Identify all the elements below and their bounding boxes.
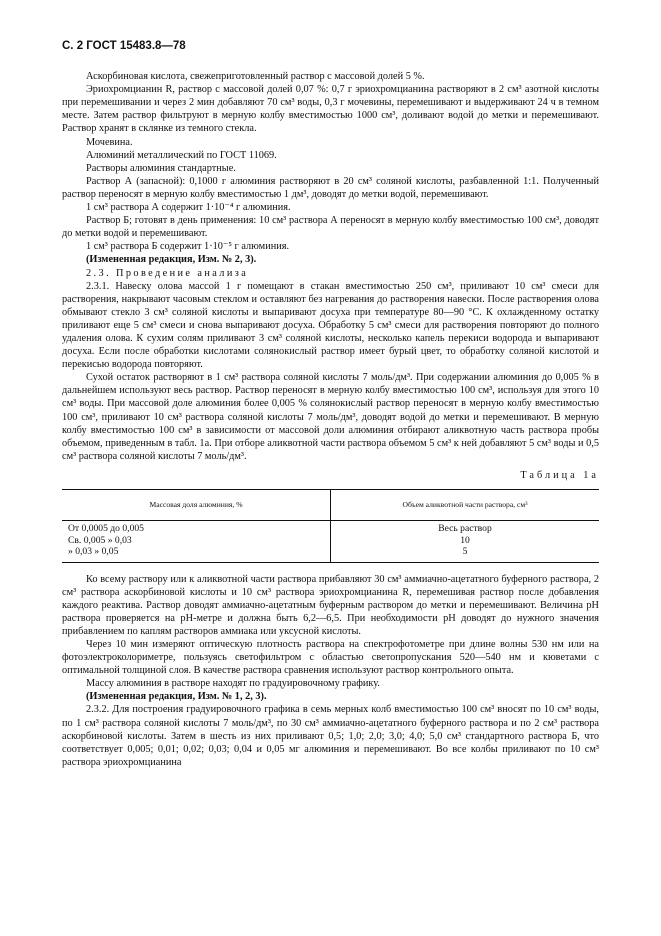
reagents-section <box>62 70 599 280</box>
table-cell-range: От 0,0005 до 0,005 <box>62 521 331 535</box>
paragraph: Раствор Б; готовят в день применения: 10 см³ раствора А переносят в мерную колбу вместимостью 100 см³, доводят до метки водой и перемешивают. <box>62 215 599 240</box>
table-label: Таблица 1а <box>520 469 599 481</box>
paragraph: 2.3.1. Навеску олова массой 1 г помещают в стакан вместимостью 250 см³, приливают 10 см³ смеси для растворения, накрывают часовым стеклом и оставляют без нагревания до растворения навески. После растворения олова обмывают стекло 3 см³ соляной кислоты и выпаривают досуха при температуре 80—90 °С. К охлажденному остатку приливают еще 5 см³ смеси и снова выпаривают досуха. Обработку 5 см³ смеси для растворения повторяют до полного удаления олова. К сухим солям приливают 3 см³ соляной кислоты, несколько капель перекиси водорода и выпаривают досуха. Если после обработки кислотами солянокислый раствор имеет бурый цвет, то обработку соляной кислотой и перекисью водорода повторяют. <box>62 280 599 371</box>
table-header-mass-fraction: Массовая доля алюминия, % <box>62 490 331 521</box>
paragraph: Эриохромцианин R, раствор с массовой долей 0,07 %: 0,7 г эриохромцианина растворяют в 2 см³ азотной кислоты при перемешивании и через 2 мин добавляют 70 см³ воды, 0,3 г мочевины, перемешивают и выдерживают 24 ч в темном месте. Затем раствор фильтруют в мерную колбу вместимостью 1000 см³, доливают водой до метки и перемешивают. Раствор хранят в склянке из темного стекла. <box>62 84 599 135</box>
table-cell-range: » 0,03 » 0,05 <box>62 546 331 562</box>
paragraph: Раствор А (запасной): 0,1000 г алюминия растворяют в 20 см³ соляной кислоты, разбавленной 1:1. Полученный раствор переносят в мерную колбу вместимостью 1 дм³, доводят до метки водой, перемешивают. <box>62 175 599 200</box>
paragraph: Ко всему раствору или к аликвотной части раствора прибавляют 30 см³ аммиачно-ацетатного буферного раствора, 2 см³ раствора аскорбиновой кислоты и 10 см³ раствора эриохромцианина R, перемешивая раствор после добавления каждого реактива. Раствор доводят аммиачно-ацетатным буферным раствором до метки и перемешивают. Величина pH раствора проверяется на pH-метре и должна быть 6,2—6,5. При необходимости pH доводят до нужного значения прибавлением по каплям растворов аммиака или уксусной кислоты. <box>62 573 599 637</box>
paragraph: Массу алюминия в растворе находят по градуировочному графику. <box>86 678 380 690</box>
table-row <box>62 535 599 547</box>
paragraph: Сухой остаток растворяют в 1 см³ раствора соляной кислоты 7 моль/дм³. При содержании алюминия до 0,005 % в дальнейшем используют весь раствор. Раствор переносят в мерную колбу вместимостью 100 см³, используя для этого 10 см³ воды. При массовой доле алюминия более 0,005 % солянокислый раствор переносят в мерную колбу вместимостью 100 см³, приливают 10 см³ раствора соляной кислоты 7 моль/дм³, доводят водой до метки и перемешивают. В мерную колбу вместимостью 100 см³ в зависимости от массовой доли алюминия отбирают аликвотную часть раствора пробы объемом, приведенным в табл. 1а. При отборе аликвотной части раствора объемом 5 см³ к ней добавляют 5 см³ воды и 0,5 см³ раствора соляной кислоты 7 моль/дм³. <box>62 372 599 462</box>
table-row <box>62 546 599 562</box>
page-header: С. 2 ГОСТ 15483.8—78 <box>62 40 186 52</box>
edition-note: (Измененная редакция, Изм. № 2, 3). <box>86 254 257 266</box>
paragraph: Мочевина. <box>86 136 133 148</box>
table-cell-range: Св. 0,005 » 0,03 <box>62 535 331 547</box>
measurement-section <box>62 573 599 769</box>
document-page <box>62 40 599 769</box>
paragraph: Через 10 мин измеряют оптическую плотность раствора на спектрофотометре при длине волны 530 нм или на фотоэлектроколориметре, пользуясь светофильтром с областью светопропускания 520—540 нм и кюветами с оптимальной толщиной слоя. В качестве раствора сравнения используют раствор контрольного опыта. <box>62 638 599 677</box>
paragraph: 1 см³ раствора Б содержит 1·10⁻⁵ г алюминия. <box>86 241 290 253</box>
table-cell-volume: Весь раствор <box>438 523 492 534</box>
section-title: 2.3. Проведение анализа <box>86 267 249 279</box>
paragraph: Растворы алюминия стандартные. <box>86 162 236 174</box>
paragraph: Аскорбиновая кислота, свежеприготовленный раствор с массовой долей 5 %. <box>86 71 425 83</box>
paragraph: Алюминий металлический по ГОСТ 11069. <box>86 149 277 161</box>
analysis-section <box>62 280 599 463</box>
table-cell-volume: 5 <box>331 546 600 562</box>
table-cell-volume: 10 <box>460 534 470 546</box>
table-row <box>62 521 599 535</box>
aliquot-table <box>62 489 599 563</box>
edition-note: (Измененная редакция, Изм. № 1, 2, 3). <box>86 691 267 703</box>
paragraph: 2.3.2. Для построения градуировочного графика в семь мерных колб вместимостью 100 см³ вносят по 10 см³ воды, по 1 см³ раствора соляной кислоты 7 моль/дм³, по 30 см³ аммиачно-ацетатного буферного раствора и по 2 см³ раствора аскорбиновой кислоты. Затем в шесть из них приливают 0,5; 1,0; 2,0; 3,0; 4,0; 5,0 см³ стандартного раствора Б, что соответствует 0,005; 0,01; 0,02; 0,03; 0,04 и 0,05 мг алюминия и перемешивают. Во все колбы приливают по 10 см³ раствора эриохромцианина <box>62 704 599 768</box>
table-header-volume: Объем аликвотной части раствора, см³ <box>331 490 600 521</box>
paragraph: 1 см³ раствора А содержит 1·10⁻⁴ г алюминия. <box>86 202 291 214</box>
